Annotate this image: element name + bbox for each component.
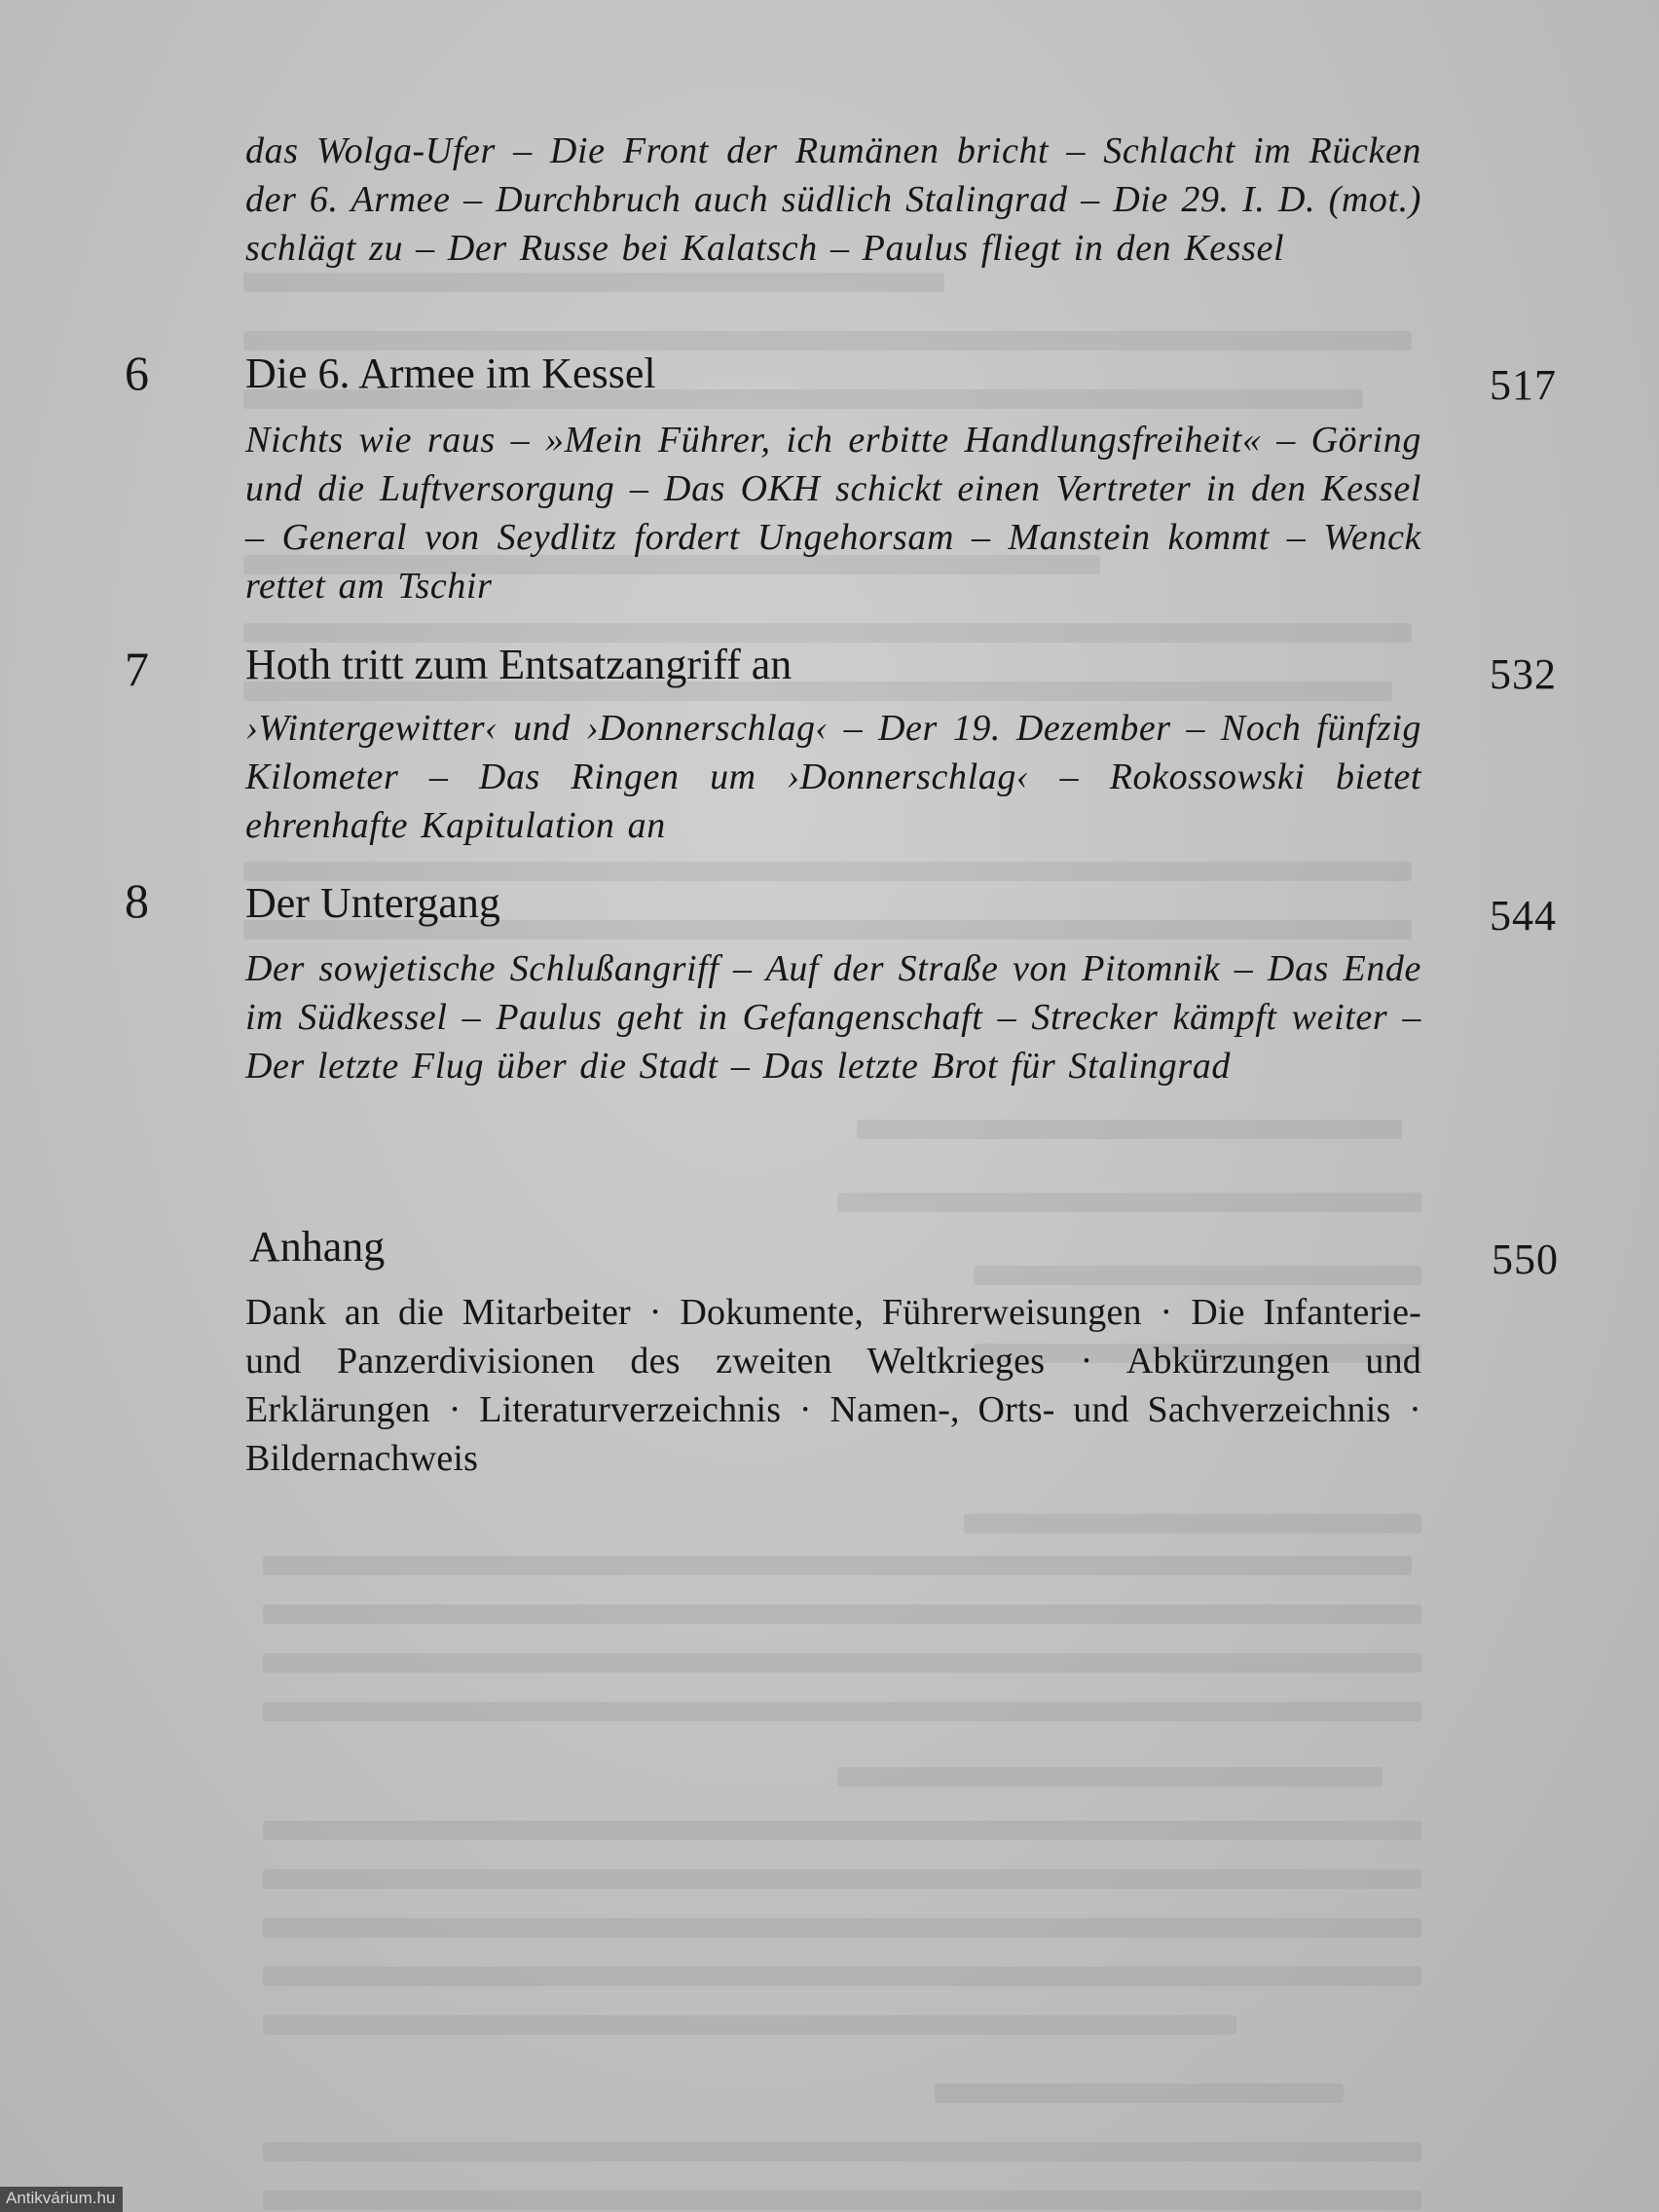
chapter-page-number: 532 [1490,650,1557,698]
chapter-page-number: 517 [1490,361,1557,409]
chapter-summary: Nichts wie raus – »Mein Führer, ich erbitte Handlungsfreiheit« – Göring und die Luftversorgung – Das OKH schickt einen Vertreter in den Kessel – General von Seydlitz fordert Ungehorsam – Manstein kommt – Wenck rettet am Tschir [245,420,1421,607]
chapter-number: 6 [125,346,149,400]
chapter-summary: ›Wintergewitter‹ und ›Donnerschlag‹ – Der 19. Dezember – Noch fünfzig Kilometer – Das Ringen um ›Donnerschlag‹ – Rokossowski bietet ehrenhafte Kapitulation an [245,708,1421,846]
appendix-title: Anhang [249,1223,386,1271]
chapter-number: 7 [125,642,149,696]
chapter-page-number: 544 [1490,892,1557,940]
chapter-title: Die 6. Armee im Kessel [245,350,656,397]
chapter-summary: Der sowjetische Schlußangriff – Auf der Straße von Pitomnik – Das Ende im Südkessel – Paulus geht in Gefangenschaft – Strecker kämpft weiter – Der letzte Flug über die Stadt – Das letzte Brot für Stalingrad [245,948,1421,1087]
watermark: Antikvárium.hu [0,2187,123,2212]
chapter-title: Hoth tritt zum Entsatzangriff an [245,641,793,688]
chapter-number: 8 [125,873,149,928]
chapter-title: Der Untergang [245,879,500,927]
previous-chapter-summary-continuation: das Wolga-Ufer – Die Front der Rumänen bricht – Schlacht im Rücken der 6. Armee – Durchbruch auch südlich Stalingrad – Die 29. I. D. (mot.) schlägt zu – Der Russe bei Kalatsch – Paulus fliegt in den Kessel [245,130,1421,269]
appendix-summary: Dank an die Mitarbeiter · Dokumente, Führerweisungen · Die Infanterie- und Panzerdivisionen des zweiten Weltkrieges · Abkürzungen und Erklärungen · Literaturverzeichnis · Namen-, Orts- und Sachverzeichnis · Bildernachweis [245,1292,1421,1479]
appendix-page-number: 550 [1492,1235,1559,1283]
